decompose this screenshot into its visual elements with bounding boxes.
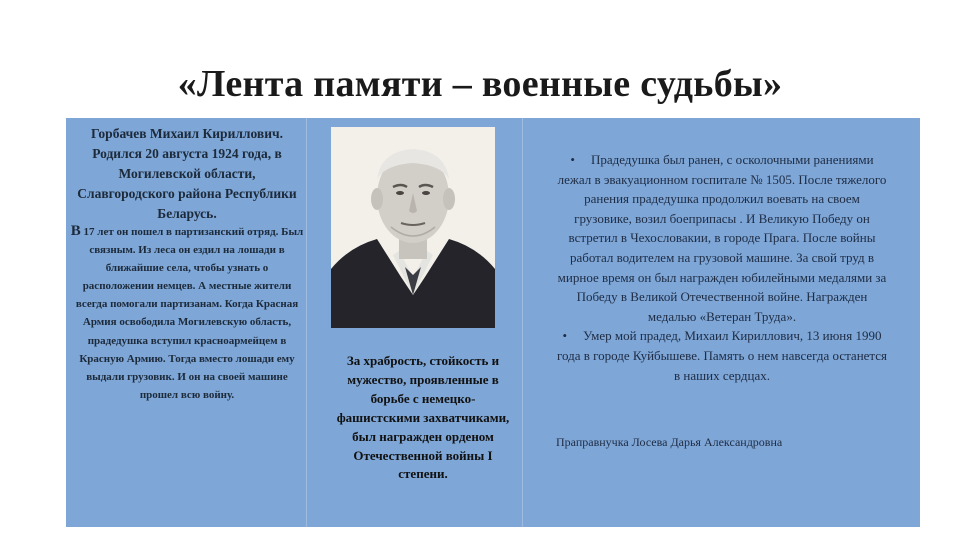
biography-text <box>70 222 304 404</box>
story-paragraph-text: Прадедушка был ранен, с осколочными ранениями лежал в эвакуационном госпитале № 1505. После тяжелого ранения прадедушка продолжил воевать на своем грузовике, возил боеприпасы . И Великую Победу он встретил в Чехословакии, в городе Прага. После войны работал водителем на грузовой машине. За свой труд в мирное время он был награжден юбилейными медалями за Победу в Великой Отечественной войне. Награжден медалью «Ветеран Труда». <box>557 152 887 324</box>
biography-lead: Горбачев Михаил Кириллович. Родился 20 августа 1924 года, в Могилевской области, Славгородского района Республики Беларусь. <box>77 126 297 221</box>
column-divider <box>522 118 523 527</box>
story-paragraph-text: Умер мой прадед, Михаил Кириллович, 13 июня 1990 года в городе Куйбышеве. Память о нем навсегда останется в наших сердцах. <box>556 328 888 383</box>
biography-body: 17 лет он пошел в партизанский отряд. Был связным. Из леса он ездил на лошади в ближайшие села, чтобы узнать о расположении немцев. А местные жители всегда помогали партизанам. Когда Красная Армия освободила Могилевскую область, прадедушка вступил красноармейцем в Красную Армию. Тогда вместо лошади ему выдали грузовик. И он на своей машине прошел всю войну. <box>75 226 304 401</box>
bullet-icon: • <box>570 152 575 167</box>
column-divider <box>306 118 307 527</box>
biography-initial: В <box>70 223 81 239</box>
signature: Праправнучка Лосева Дарья Александровна <box>556 435 783 449</box>
portrait-photo <box>331 127 495 328</box>
portrait-photo-icon <box>331 127 495 328</box>
story-text <box>556 150 888 385</box>
bullet-icon: • <box>562 328 568 344</box>
award-caption: За храбрость, стойкость и мужество, проявленные в борьбе с немецко-фашистскими захватчиками, был награжден орденом Отечественной войны I степени. <box>336 353 510 482</box>
page-title: «Лента памяти – военные судьбы» <box>177 63 783 105</box>
story-paragraph <box>556 326 888 385</box>
story-paragraph <box>556 150 888 326</box>
